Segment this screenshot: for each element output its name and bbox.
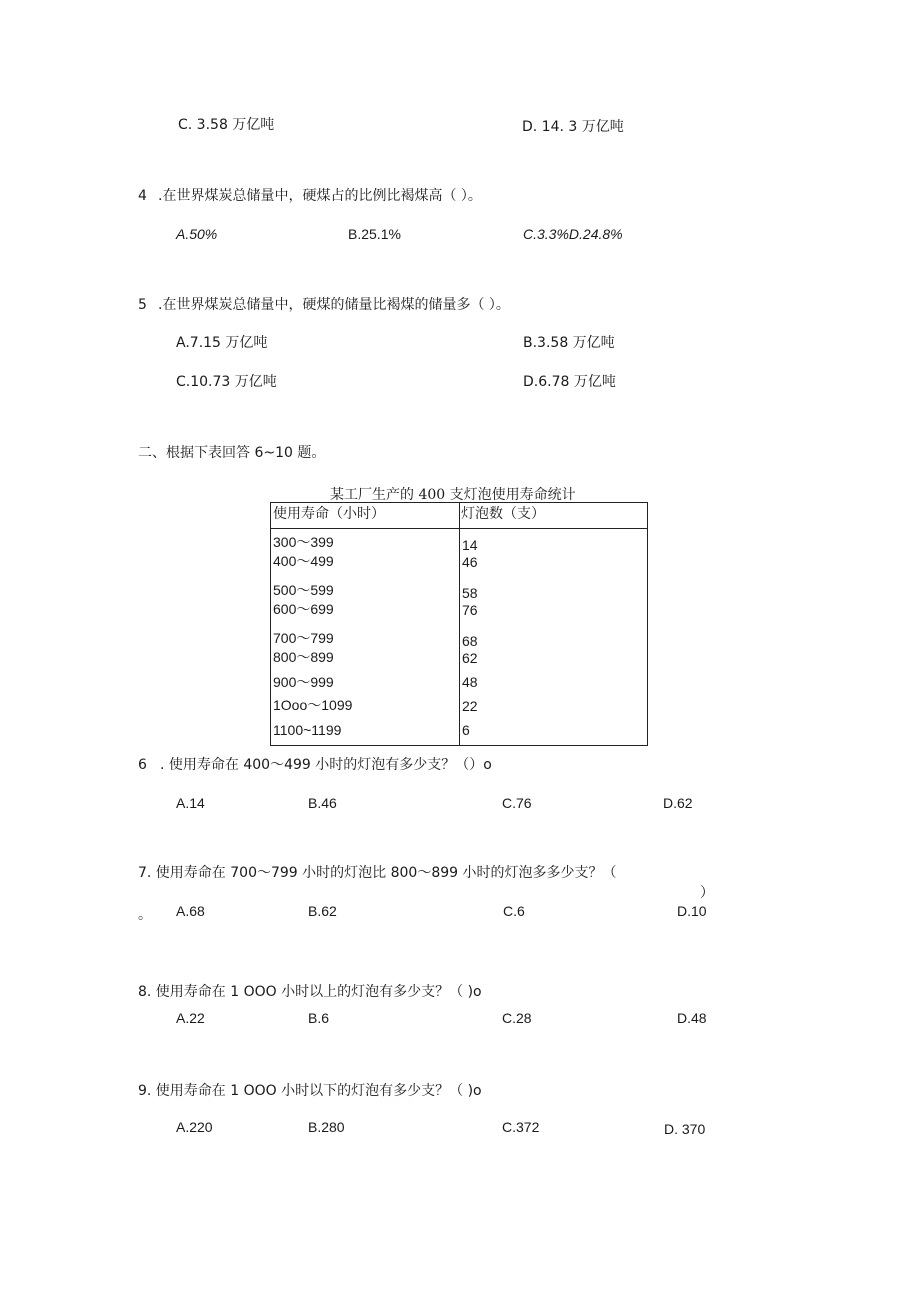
q8-option-a: A.22 — [176, 1010, 205, 1026]
q4-option-c: C.3.3%D.24.8% — [523, 226, 623, 242]
table-header-lifespan: 使用寿命（小时） — [273, 506, 385, 522]
table-cell-count: 76 — [462, 602, 478, 618]
q4-stem: .在世界煤炭总储量中，硬煤占的比例比褐煤高（ ）。 — [158, 188, 482, 204]
q5-option-d: D.6.78 万亿吨 — [523, 374, 616, 390]
q6-option-a: A.14 — [176, 795, 205, 811]
q9-option-b: B.280 — [308, 1119, 345, 1135]
q4-option-a: A.50% — [176, 226, 218, 242]
q5-option-b: B.3.58 万亿吨 — [523, 335, 615, 351]
q8-option-d: D.48 — [677, 1010, 707, 1026]
q7-trailing-mark: 。 — [138, 907, 152, 923]
q4-number: 4 — [138, 188, 147, 204]
q6-number: 6 — [138, 757, 147, 773]
table-cell-count: 48 — [462, 674, 478, 690]
table-cell-count: 58 — [462, 585, 478, 601]
q7-option-d: D.10 — [677, 903, 707, 919]
table-cell-range: 900～999 — [273, 674, 334, 690]
q7-stem: 7. 使用寿命在 700～799 小时的灯泡比 800～899 小时的灯泡多多少支？（ — [138, 865, 617, 881]
q5-option-c: C.10.73 万亿吨 — [176, 374, 277, 390]
q8-option-c: C.28 — [502, 1010, 532, 1026]
section-2-heading: 二、根据下表回答 6~10 题。 — [138, 445, 326, 461]
q6-option-b: B.46 — [308, 795, 337, 811]
table-cell-range: 600～699 — [273, 601, 334, 617]
table-cell-count: 46 — [462, 554, 478, 570]
table-column-divider — [459, 503, 460, 745]
table-cell-range: 300～399 — [273, 534, 334, 550]
table-header-divider — [271, 528, 647, 529]
q9-option-a: A.220 — [176, 1119, 213, 1135]
q7-option-a: A.68 — [176, 903, 205, 919]
table-cell-range: 400～499 — [273, 553, 334, 569]
table-cell-count: 22 — [462, 698, 478, 714]
table-cell-range: 1100~1199 — [273, 722, 342, 738]
table-cell-range: 500～599 — [273, 582, 334, 598]
q7-option-b: B.62 — [308, 903, 337, 919]
table-title: 某工厂生产的 400 支灯泡使用寿命统计 — [330, 487, 576, 503]
bulb-lifespan-table — [270, 502, 648, 746]
table-cell-count: 6 — [462, 722, 470, 738]
q7-option-c: C.6 — [503, 903, 525, 919]
table-cell-count: 62 — [462, 650, 478, 666]
q6-option-c: C.76 — [502, 795, 532, 811]
table-cell-range: 700～799 — [273, 630, 334, 646]
q5-option-a: A.7.15 万亿吨 — [176, 335, 268, 351]
q8-option-b: B.6 — [308, 1010, 330, 1026]
table-cell-range: 1Ooo～1099 — [273, 697, 353, 713]
q5-number: 5 — [138, 297, 147, 313]
table-cell-range: 800～899 — [273, 649, 334, 665]
q6-stem: . 使用寿命在 400～499 小时的灯泡有多少支？（）o — [160, 757, 492, 773]
q3-option-d: D. 14. 3 万亿吨 — [522, 119, 624, 135]
table-cell-count: 14 — [462, 537, 478, 553]
q5-stem: .在世界煤炭总储量中，硬煤的储量比褐煤的储量多（ ）。 — [158, 297, 510, 313]
table-cell-count: 68 — [462, 633, 478, 649]
q9-stem: 9. 使用寿命在 1 OOO 小时以下的灯泡有多少支？（ )o — [138, 1083, 482, 1099]
table-header-count: 灯泡数（支） — [461, 506, 545, 522]
q7-close-paren: ） — [700, 885, 714, 901]
q4-option-b: B.25.1% — [348, 226, 401, 242]
q6-option-d: D.62 — [663, 795, 693, 811]
q9-option-c: C.372 — [502, 1119, 540, 1135]
q9-option-d: D. 370 — [664, 1121, 706, 1137]
q8-stem: 8. 使用寿命在 1 OOO 小时以上的灯泡有多少支？（ )o — [138, 984, 482, 1000]
q3-option-c: C. 3.58 万亿吨 — [178, 117, 275, 133]
